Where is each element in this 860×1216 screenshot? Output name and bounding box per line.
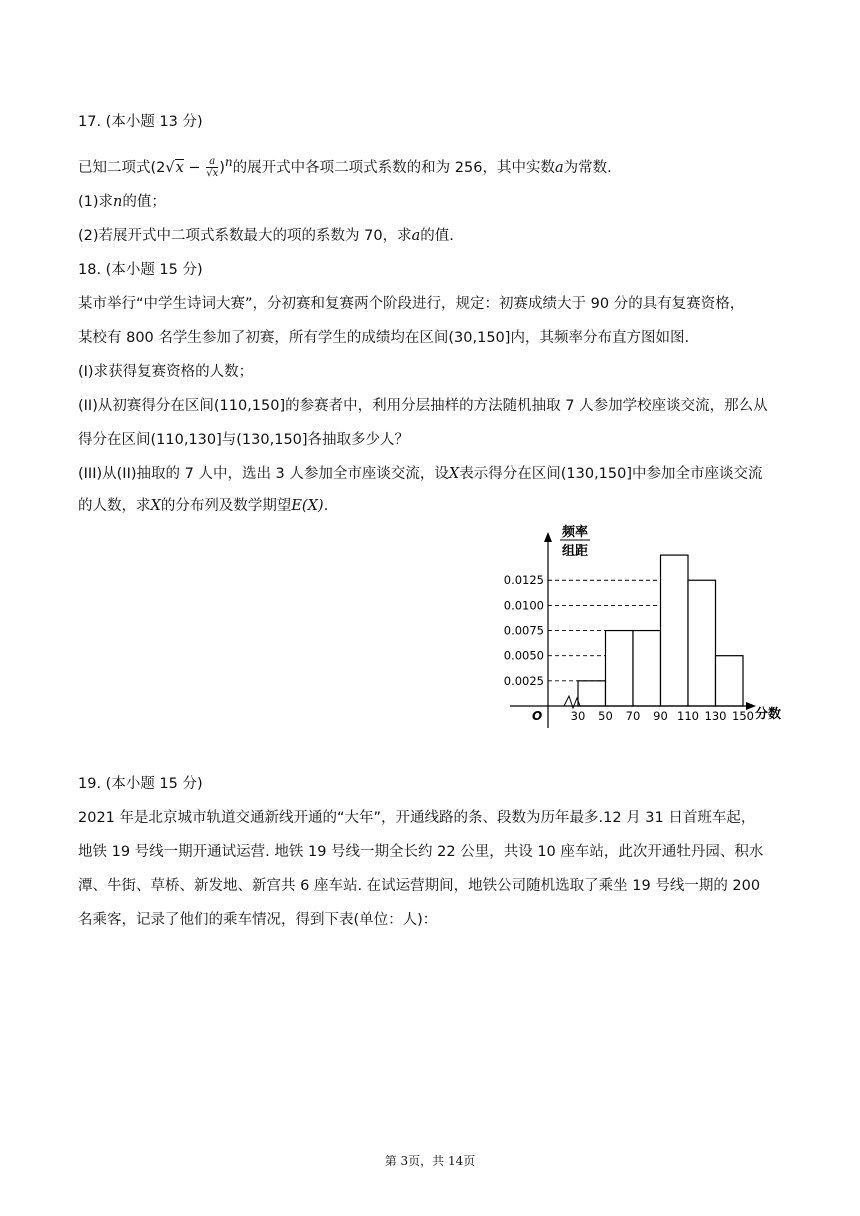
frequency-histogram xyxy=(490,518,820,738)
q17-part1-n: n xyxy=(113,194,123,210)
q17-part2-var: a xyxy=(411,228,421,244)
q17-stem-text-b: 的展开式中各项二项式系数的和为 256，其中实数 xyxy=(232,159,555,176)
q18-part2-line2: 得分在区间(110,130]与(130,150]各抽取多少人？ xyxy=(78,432,410,448)
x-tick-label: 50 xyxy=(598,709,613,723)
q19-line4: 名乘客，记录了他们的乘车情况，得到下表(单位：人)： xyxy=(78,912,438,928)
q18-header: 18. (本小题 15 分) xyxy=(78,262,203,278)
x-tick-label: 30 xyxy=(570,709,586,723)
q19-header: 19. (本小题 15 分) xyxy=(78,776,203,792)
x-tick-label: 150 xyxy=(732,709,754,723)
q18-part3-EX: E(X) xyxy=(291,498,324,514)
y-tick-label: 0.0100 xyxy=(503,598,544,613)
y-tick-label: 0.0050 xyxy=(503,648,544,663)
q17-part1-a: (1)求 xyxy=(78,194,114,210)
q18-part3-line2 xyxy=(78,496,328,516)
histogram-bar xyxy=(716,656,744,706)
q18-part1: (I)求获得复赛资格的人数； xyxy=(78,364,254,380)
x-axis-label: 分数 xyxy=(755,707,782,722)
q18-part2-line1: (II)从初赛得分在区间(110,150]的参赛者中，利用分层抽样的方法随机抽取 7 人参加学校座谈交流，那么从 xyxy=(78,398,768,414)
histogram-bar xyxy=(578,681,606,706)
histogram-bar xyxy=(688,580,716,706)
y-tick-label: 0.0125 xyxy=(503,573,544,588)
q17-part2 xyxy=(78,226,454,246)
histogram-bar xyxy=(661,555,689,706)
y-axis-label-bottom: 组距 xyxy=(562,544,589,559)
q19-line3: 潭、牛街、草桥、新发地、新宫共 6 座车站. 在试运营期间，地铁公司随机选取了乘坐 19 号线一期的 200 xyxy=(78,878,761,894)
q17-fraction xyxy=(206,156,218,179)
x-tick-label: 110 xyxy=(677,709,699,723)
sqrt-symbol: √x xyxy=(165,159,184,176)
q18-part3-a: (III)从(II)抽取的 7 人中，选出 3 人参加全市座谈交流，设 xyxy=(78,466,449,482)
q19-line1: 2021 年是北京城市轨道交通新线开通的“大年”，开通线路的条、段数为历年最多.12 月 31 日首班车起， xyxy=(78,810,756,826)
q17-part2-a: (2)若展开式中二项式系数最大的项的系数为 70，求 xyxy=(78,228,412,244)
y-tick-label: 0.0075 xyxy=(503,623,544,638)
q18-part3-c: 的人数，求 xyxy=(78,498,151,514)
q18-part3-X: X xyxy=(448,466,460,482)
q17-var-a: a xyxy=(554,159,564,176)
y-axis-label-top: 频率 xyxy=(562,525,589,540)
q17-frac-num: a xyxy=(206,156,218,168)
q17-close-paren: ) xyxy=(219,159,225,176)
q18-part3-X2: X xyxy=(150,498,161,514)
histogram-bar xyxy=(633,631,661,706)
origin-label: O xyxy=(532,709,543,723)
page-footer: 第 3页，共 14页 xyxy=(384,1154,476,1168)
q18-part3-e: . xyxy=(323,498,329,514)
q17-header: 17. (本小题 13 分) xyxy=(78,114,203,130)
q17-part1 xyxy=(78,192,166,212)
q17-stem xyxy=(78,152,612,179)
q17-minus: − xyxy=(183,159,206,176)
x-tick-label: 70 xyxy=(625,709,641,723)
q17-stem-text-c: 为常数. xyxy=(563,159,612,176)
q17-sqrt-x: x xyxy=(175,159,184,176)
histogram-bar xyxy=(606,631,634,706)
y-tick-label: 0.0025 xyxy=(503,673,544,688)
x-tick-label: 130 xyxy=(704,709,727,723)
x-tick-label: 90 xyxy=(653,709,668,723)
q18-part3-line1 xyxy=(78,464,763,484)
q18-line2: 某校有 800 名学生参加了初赛，所有学生的成绩均在区间(30,150]内，其频率分布直方图如图. xyxy=(78,330,690,346)
q18-part3-b: 表示得分在区间(130,150]中参加全市座谈交流 xyxy=(459,466,763,482)
q17-part2-b: 的值. xyxy=(420,228,454,244)
q18-part3-d: 的分布列及数学期望 xyxy=(160,498,292,514)
chart-bars xyxy=(578,555,743,706)
q17-stem-text-a: 已知二项式(2 xyxy=(78,159,166,176)
q17-frac-den: √x xyxy=(206,168,219,180)
q18-line1: 某市举行“中学生诗词大赛”，分初赛和复赛两个阶段进行，规定：初赛成绩大于 90 分的具有复赛资格， xyxy=(78,296,745,312)
y-axis-arrow xyxy=(544,532,552,542)
q19-line2: 地铁 19 号线一期开通试运营. 地铁 19 号线一期全长约 22 公里，共设 10 座车站，此次开通牡丹园、积水 xyxy=(78,844,764,860)
q17-part1-b: 的值； xyxy=(122,194,166,210)
q17-exponent-n: n xyxy=(224,155,233,169)
